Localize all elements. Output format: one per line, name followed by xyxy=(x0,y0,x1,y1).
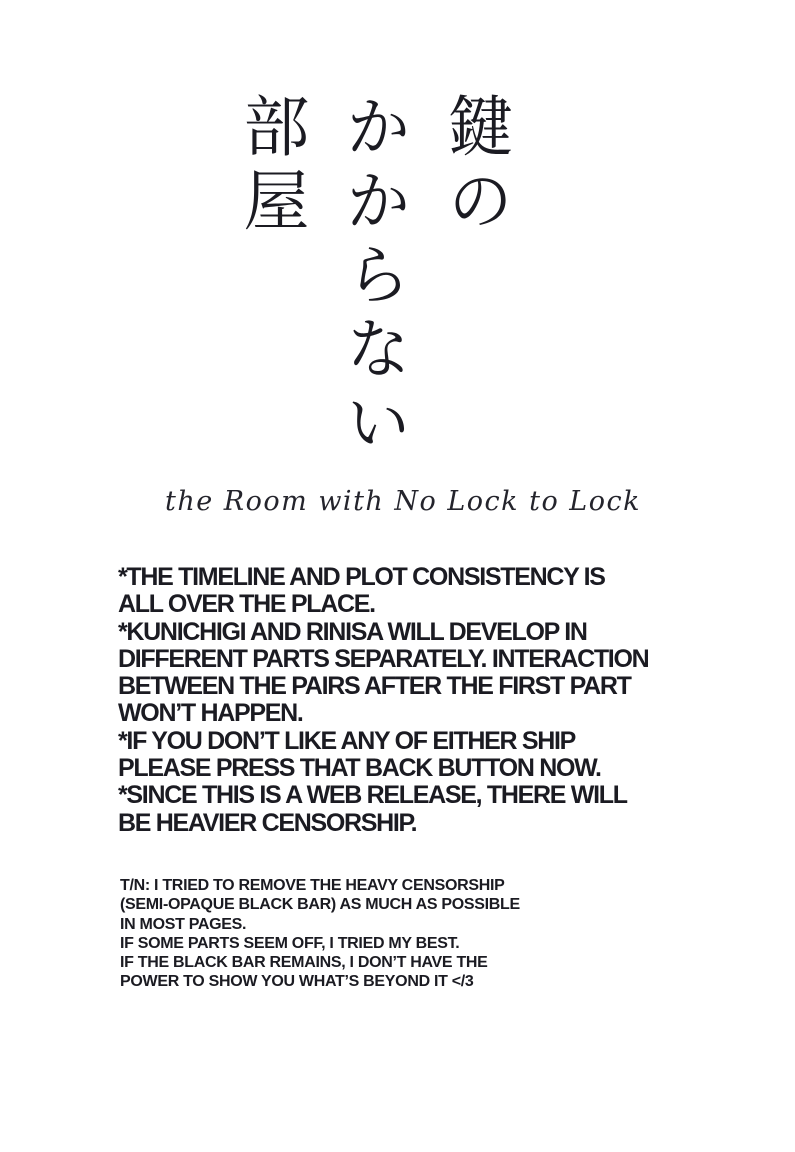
english-subtitle: the Room with No Lock to Lock xyxy=(165,486,641,517)
author-note-line: *SINCE THIS IS A WEB RELEASE, THERE WILL xyxy=(118,781,627,810)
author-note-line: BE HEAVIER CENSORSHIP. xyxy=(118,808,417,837)
author-note-line: DIFFERENT PARTS SEPARATELY. INTERACTION xyxy=(118,644,649,673)
translator-note xyxy=(120,876,680,992)
author-notes xyxy=(118,564,718,837)
author-note-line: ALL OVER THE PLACE. xyxy=(118,590,375,619)
translator-note-line: T/N: I TRIED TO REMOVE THE HEAVY CENSORSHIP xyxy=(120,877,505,894)
author-note-line: WON’T HAPPEN. xyxy=(118,699,303,728)
japanese-title xyxy=(219,92,525,512)
japanese-title-column-2: かからない xyxy=(334,92,411,462)
translator-note-line: IF THE BLACK BAR REMAINS, I DON’T HAVE THE xyxy=(120,954,488,972)
author-note-line: BETWEEN THE PAIRS AFTER THE FIRST PART xyxy=(118,672,631,701)
author-note-line: *IF YOU DON’T LIKE ANY OF EITHER SHIP xyxy=(118,726,576,755)
author-note-line: PLEASE PRESS THAT BACK BUTTON NOW. xyxy=(118,754,601,783)
author-note-line: *KUNICHIGI AND RINISA WILL DEVELOP IN xyxy=(118,617,587,646)
japanese-title-column-1: 鍵の xyxy=(436,92,513,240)
author-note-line: *THE TIMELINE AND PLOT CONSISTENCY IS xyxy=(118,563,605,591)
translator-note-line: (SEMI-OPAQUE BLACK BAR) AS MUCH AS POSSIBLE xyxy=(120,896,520,914)
translator-note-line: IN MOST PAGES. xyxy=(120,915,247,933)
translator-note-line: POWER TO SHOW YOU WHAT’S BEYOND IT </3 xyxy=(120,973,474,991)
japanese-title-column-3: 部屋 xyxy=(232,92,309,240)
translator-note-line: IF SOME PARTS SEEM OFF, I TRIED MY BEST. xyxy=(120,934,460,952)
